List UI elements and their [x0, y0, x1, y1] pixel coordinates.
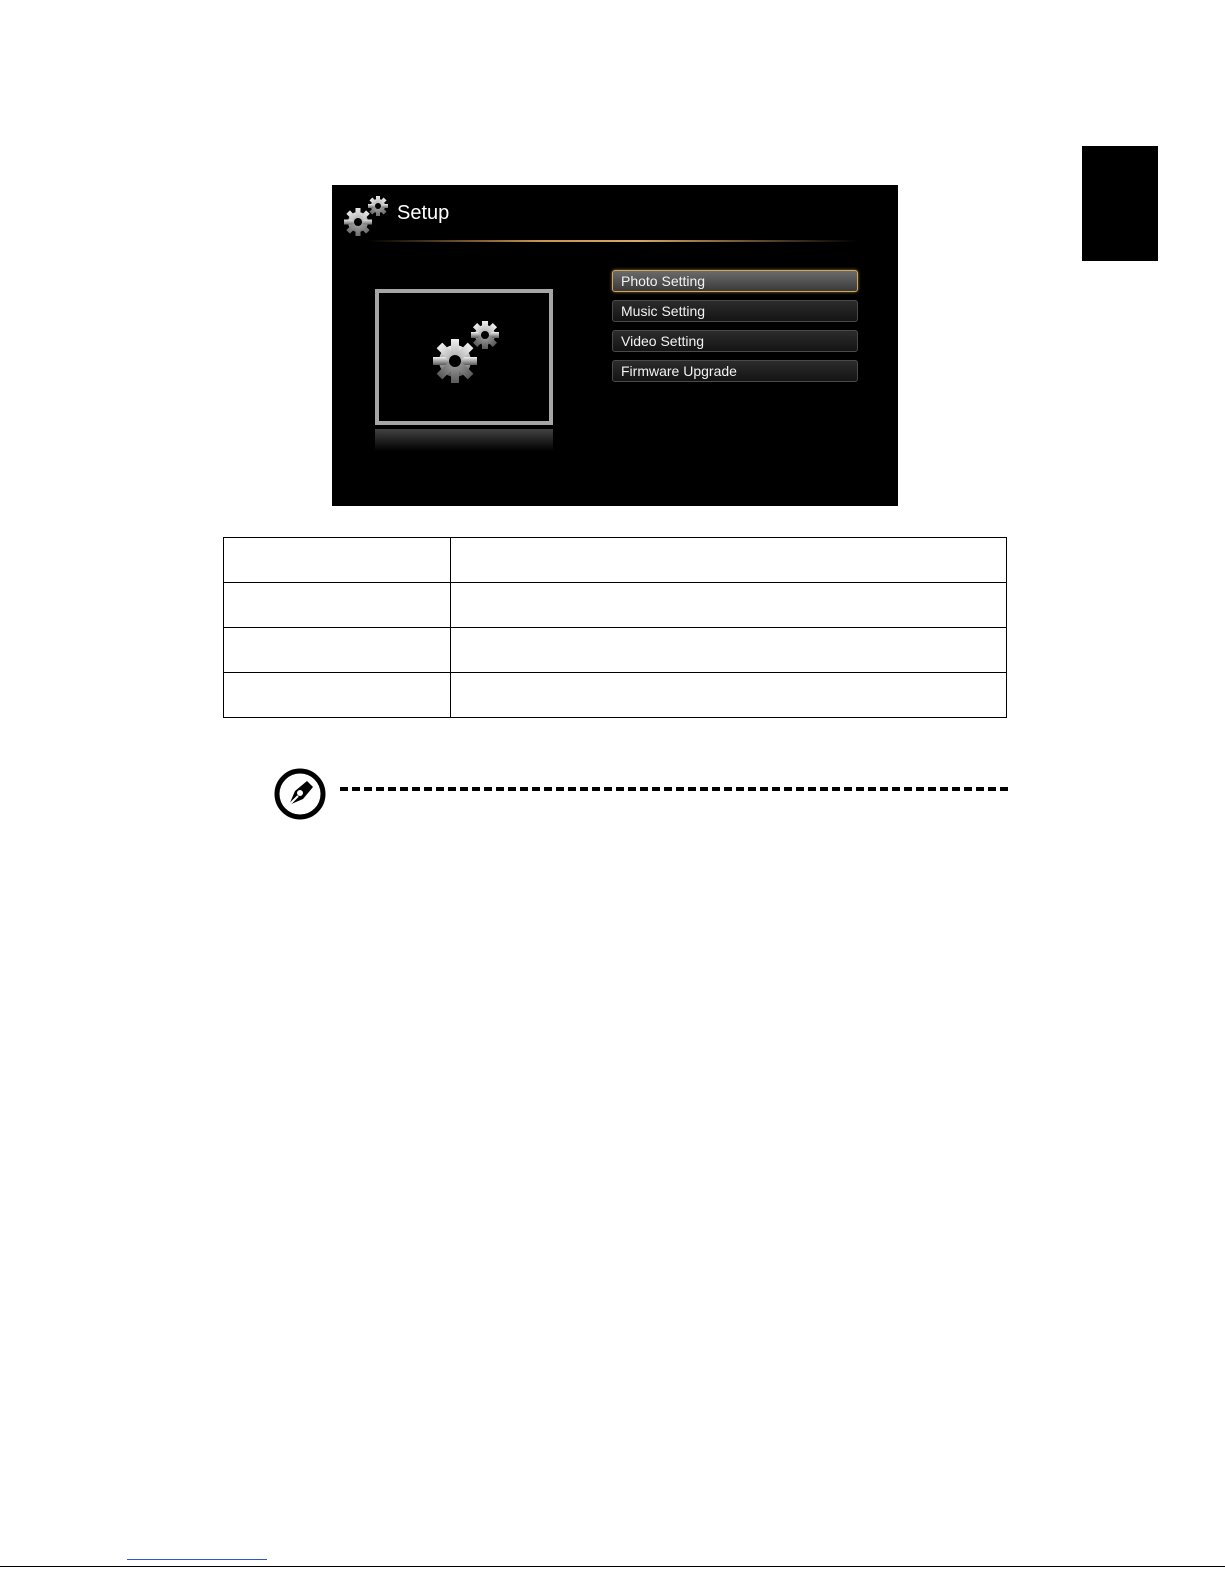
gears-icon	[340, 193, 392, 241]
menu-item-music-setting[interactable]: Music Setting	[612, 300, 858, 322]
settings-table	[223, 537, 1007, 718]
table-cell	[451, 628, 1007, 673]
table-row	[224, 538, 1007, 583]
table-row	[224, 628, 1007, 673]
footer-rule	[0, 1566, 1225, 1567]
table-cell	[224, 538, 451, 583]
language-side-tab	[1082, 146, 1158, 261]
screen-title: Setup	[397, 202, 450, 224]
menu-item-photo-setting[interactable]: Photo Setting	[612, 270, 858, 292]
setup-screen	[332, 185, 898, 506]
title-divider	[368, 240, 858, 242]
preview-frame	[375, 289, 553, 425]
table-row	[224, 583, 1007, 628]
menu-item-firmware-upgrade[interactable]: Firmware Upgrade	[612, 360, 858, 382]
note-divider	[340, 787, 1008, 791]
menu-item-video-setting[interactable]: Video Setting	[612, 330, 858, 352]
table-cell	[451, 673, 1007, 718]
preview-reflection	[375, 429, 553, 451]
table-cell	[224, 673, 451, 718]
table-cell	[451, 583, 1007, 628]
gears-icon	[425, 317, 509, 397]
table-row	[224, 673, 1007, 718]
table-cell	[451, 538, 1007, 583]
footer-link-underline	[127, 1559, 267, 1560]
table-cell	[224, 583, 451, 628]
note-pen-icon	[273, 767, 327, 821]
setup-menu	[612, 270, 858, 390]
table-cell	[224, 628, 451, 673]
